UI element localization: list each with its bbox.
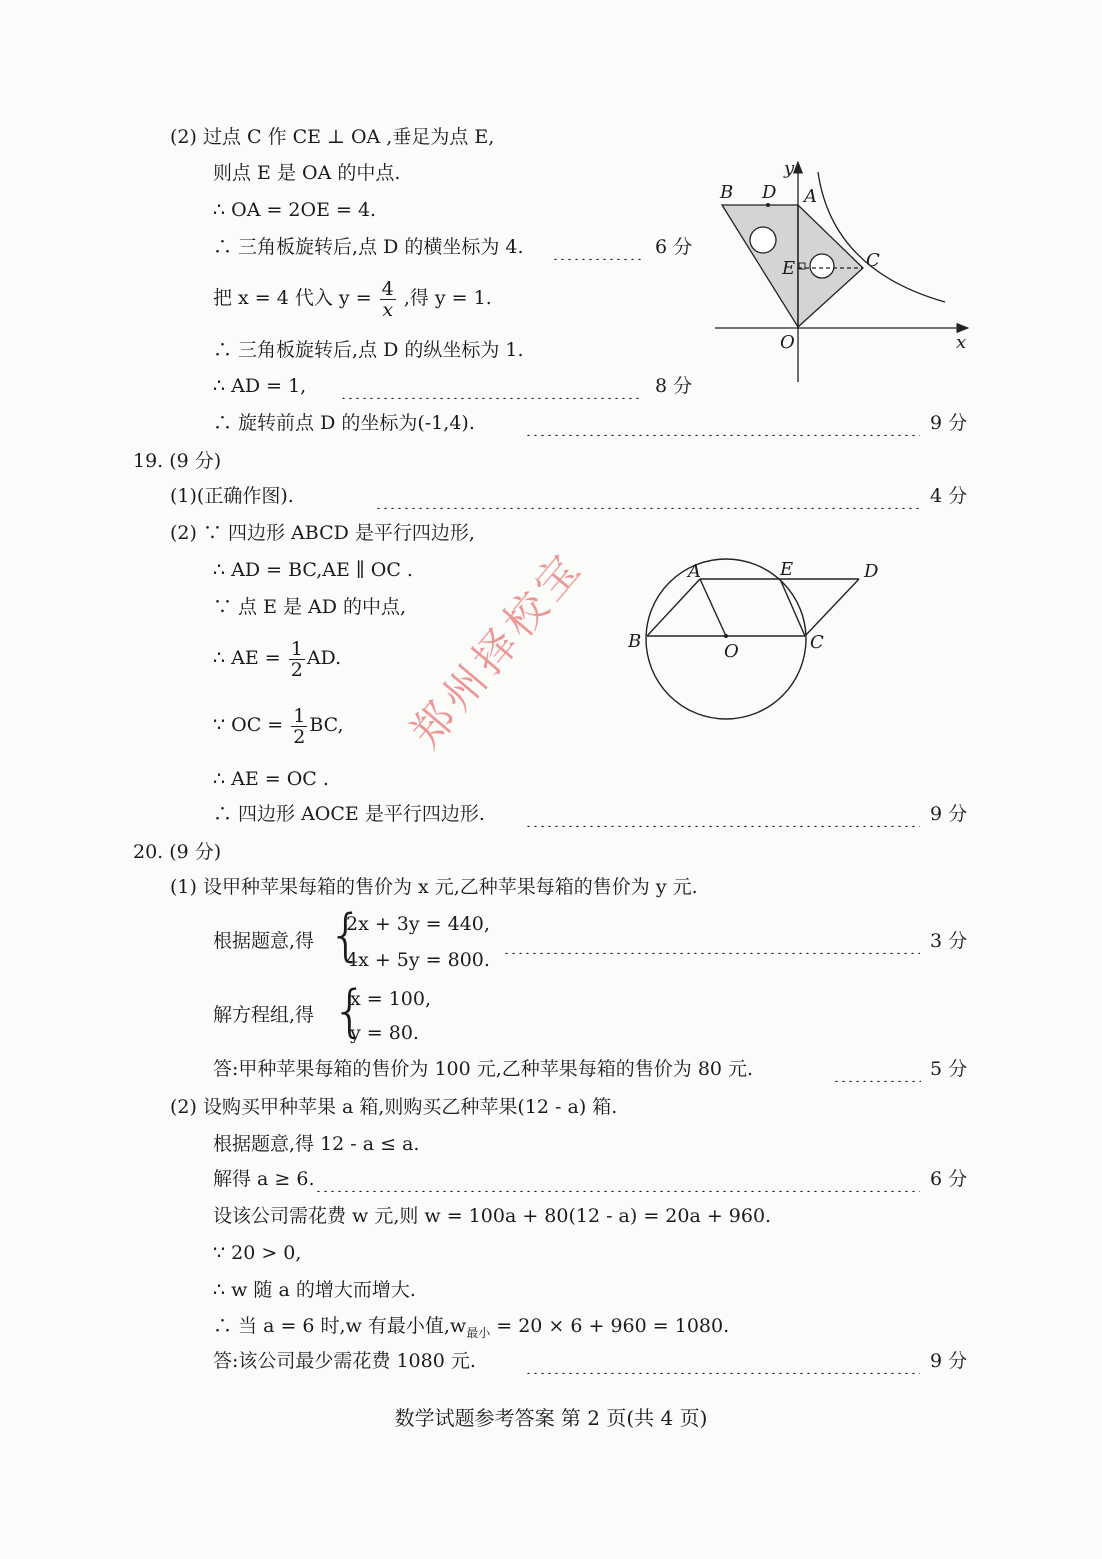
p19-heading: 19. (9 分)	[133, 450, 222, 472]
dot-leader	[552, 234, 644, 260]
p20-line-11-post: = 20 × 6 + 960 = 1080.	[496, 1315, 730, 1337]
dot-leader	[525, 410, 920, 436]
solution-y: y = 80.	[350, 1022, 419, 1044]
score-3: 3 分	[930, 930, 968, 952]
p20-line-4: 答:甲种苹果每箱的售价为 100 元,乙种苹果每箱的售价为 80 元.	[213, 1058, 754, 1080]
p18-line-5-pre: 把 x = 4 代入 y =	[213, 287, 372, 309]
label-o: O	[780, 332, 795, 353]
p18-line-5	[213, 276, 492, 320]
figure-triangle-hyperbola	[700, 150, 980, 390]
p19-line-5-post: AD.	[306, 647, 342, 669]
board-hole	[810, 254, 834, 278]
page-footer: 数学试题参考答案 第 2 页(共 4 页)	[394, 1406, 708, 1430]
equation-2: 4x + 5y = 800.	[346, 949, 490, 971]
p20-line-11-pre: ∴ 当 a = 6 时,w 有最小值,w	[213, 1315, 467, 1337]
fraction-denominator: 2	[290, 658, 303, 681]
p20-line-5: (2) 设购买甲种苹果 a 箱,则购买乙种苹果(12 - a) 箱.	[170, 1096, 618, 1118]
p19-line-6	[213, 703, 344, 747]
subscript-min: 最小	[466, 1325, 491, 1340]
segment-cd	[805, 579, 859, 636]
fraction-denominator: x	[382, 298, 394, 321]
p19-line-8: ∴ 四边形 AOCE 是平行四边形.	[213, 803, 485, 825]
p18-line-4: ∴ 三角板旋转后,点 D 的横坐标为 4.	[213, 236, 524, 258]
label-c: C	[866, 250, 880, 271]
p19-line-7: ∴ AE = OC .	[213, 768, 329, 790]
score-4: 4 分	[930, 485, 968, 507]
dot-leader	[340, 373, 643, 399]
score-6: 6 分	[655, 236, 693, 258]
p20-line-12: 答:该公司最少需花费 1080 元.	[213, 1350, 476, 1372]
dot-leader	[525, 1348, 920, 1374]
p19-line-4: ∵ 点 E 是 AD 的中点,	[213, 596, 407, 618]
label-c: C	[810, 632, 824, 653]
label-a: A	[804, 186, 817, 207]
equation-1: 2x + 3y = 440,	[346, 913, 490, 935]
dot-leader	[833, 1056, 921, 1082]
fraction-denominator: 2	[293, 725, 306, 748]
score-6: 6 分	[930, 1168, 968, 1190]
p18-line-8: ∴ 旋转前点 D 的坐标为(-1,4).	[213, 412, 475, 434]
p20-line-9: ∵ 20 > 0,	[213, 1242, 302, 1264]
p20-line-6: 根据题意,得 12 - a ≤ a.	[213, 1133, 420, 1155]
label-a: A	[688, 561, 701, 582]
p19-line-2: (2) ∵ 四边形 ABCD 是平行四边形,	[170, 522, 475, 544]
fraction-one-half	[291, 706, 307, 747]
label-d: D	[864, 561, 879, 582]
fraction-numerator: 4	[381, 277, 394, 300]
fraction-one-half	[289, 639, 305, 680]
figure-circle-parallelogram	[620, 555, 890, 755]
segment-ao	[700, 579, 726, 636]
p18-line-1: (2) 过点 C 作 CE ⊥ OA ,垂足为点 E,	[170, 126, 495, 148]
p20-line-10: ∴ w 随 a 的增大而增大.	[213, 1279, 416, 1301]
label-b: B	[628, 631, 642, 652]
p18-line-2: 则点 E 是 OA 的中点.	[213, 162, 401, 184]
board-hole	[750, 227, 776, 253]
p20-line-8: 设该公司需花费 w 元,则 w = 100a + 80(12 - a) = 20a + 960.	[213, 1205, 772, 1227]
left-brace: {	[332, 979, 368, 1044]
dot-leader	[525, 801, 920, 827]
solution-x: x = 100,	[350, 988, 432, 1010]
p18-line-6: ∴ 三角板旋转后,点 D 的纵坐标为 1.	[213, 339, 524, 361]
score-9: 9 分	[930, 412, 968, 434]
center-point	[724, 634, 728, 638]
label-e: E	[782, 258, 796, 279]
label-y: y	[784, 158, 795, 179]
segment-ec	[780, 579, 805, 636]
dot-leader	[315, 1166, 920, 1192]
watermark: 郑州择校宝	[401, 541, 593, 757]
p20-line-7: 解得 a ≥ 6.	[213, 1168, 315, 1190]
p20-heading: 20. (9 分)	[133, 841, 222, 863]
dot-leader	[375, 483, 920, 509]
label-b: B	[720, 182, 734, 203]
p20-line-11	[213, 1313, 729, 1346]
p19-line-3: ∴ AD = BC,AE ∥ OC .	[213, 559, 413, 581]
p19-line-6-pre: ∵ OC =	[213, 714, 284, 736]
p19-line-6-post: BC,	[309, 714, 344, 736]
p20-line-1: (1) 设甲种苹果每箱的售价为 x 元,乙种苹果每箱的售价为 y 元.	[170, 876, 698, 898]
fraction-4-over-x	[380, 279, 396, 320]
score-8: 8 分	[655, 375, 693, 397]
fraction-numerator: 1	[293, 704, 306, 727]
label-d: D	[762, 182, 777, 203]
label-e: E	[780, 559, 794, 580]
segment-ab	[647, 579, 700, 636]
score-9: 9 分	[930, 1350, 968, 1372]
point-d	[766, 203, 770, 207]
label-x: x	[956, 332, 967, 353]
p19-line-5	[213, 636, 341, 680]
p19-line-1: (1)(正确作图).	[170, 485, 294, 507]
dot-leader	[503, 928, 920, 954]
p19-line-5-pre: ∴ AE =	[213, 647, 281, 669]
p18-line-7: ∴ AD = 1,	[213, 375, 307, 397]
p18-line-5-post: ,得 y = 1.	[403, 287, 492, 309]
p20-line-2: 根据题意,得	[213, 930, 315, 952]
p18-line-3: ∴ OA = 2OE = 4.	[213, 199, 377, 221]
label-o: O	[724, 641, 739, 662]
score-5: 5 分	[930, 1058, 968, 1080]
left-brace: {	[328, 903, 364, 968]
p20-line-3: 解方程组,得	[213, 1004, 315, 1026]
score-9: 9 分	[930, 803, 968, 825]
fraction-numerator: 1	[290, 637, 303, 660]
